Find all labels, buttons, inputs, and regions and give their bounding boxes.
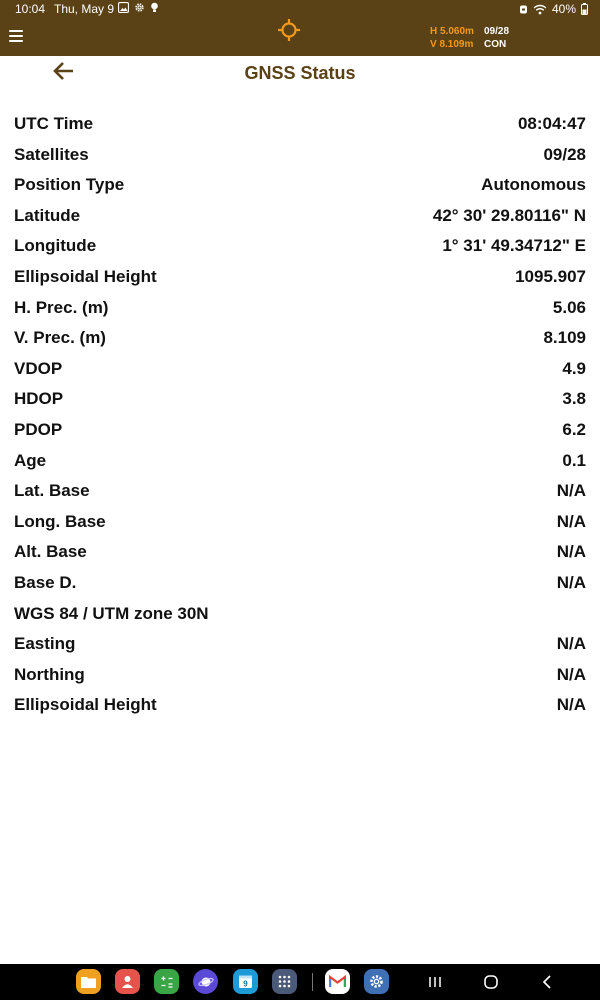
row-value: 1095.907 <box>515 266 586 286</box>
row-northing <box>0 659 600 690</box>
row-value: 09/28 <box>543 144 586 164</box>
row-label: Longitude <box>14 236 97 256</box>
row-label: V. Prec. (m) <box>14 328 106 348</box>
apps-grid-icon[interactable] <box>272 969 297 994</box>
system-status <box>519 2 588 16</box>
internet-app-icon[interactable] <box>193 969 218 994</box>
row-label: Satellites <box>14 144 89 164</box>
status-date: Thu, May 9 <box>54 2 115 16</box>
settings-notification-icon <box>134 2 145 13</box>
row-latitude <box>0 200 600 231</box>
gnss-target-icon[interactable] <box>277 18 301 42</box>
row-base-distance <box>0 567 600 598</box>
row-label: Easting <box>14 634 76 654</box>
row-position-type <box>0 169 600 200</box>
row-label: Long. Base <box>14 511 106 531</box>
row-utm-ellipsoidal-height <box>0 689 600 720</box>
row-value: N/A <box>556 634 586 654</box>
satellite-count-readout: 09/28 <box>484 26 510 37</box>
row-label: Latitude <box>14 205 81 225</box>
row-value: N/A <box>556 511 586 531</box>
app-bar <box>0 0 600 56</box>
notification-icons <box>118 2 159 13</box>
row-crs-heading <box>0 598 600 629</box>
row-vdop <box>0 353 600 384</box>
row-long-base <box>0 506 600 537</box>
calculator-app-icon[interactable] <box>154 969 179 994</box>
row-lat-base <box>0 475 600 506</box>
row-label: HDOP <box>14 389 64 409</box>
back-icon[interactable] <box>538 972 558 992</box>
row-value: Autonomous <box>481 175 586 195</box>
battery-icon <box>581 3 588 15</box>
alarm-icon <box>519 4 528 15</box>
row-label: Northing <box>14 664 85 684</box>
row-value: N/A <box>556 664 586 684</box>
connection-status: CON <box>484 39 507 50</box>
v-precision-readout: V 8.109m <box>430 39 474 50</box>
row-hdop <box>0 383 600 414</box>
row-satellites <box>0 139 600 170</box>
row-label: Position Type <box>14 175 125 195</box>
row-value: 4.9 <box>562 358 586 378</box>
h-precision-readout: H 5.060m <box>430 26 474 37</box>
row-longitude <box>0 230 600 261</box>
calendar-app-icon[interactable] <box>233 969 258 994</box>
row-label: Age <box>14 450 47 470</box>
row-label: Alt. Base <box>14 542 87 562</box>
settings-app-icon[interactable] <box>364 969 389 994</box>
bulb-notification-icon <box>150 2 159 13</box>
row-label: VDOP <box>14 358 63 378</box>
system-navigation-bar <box>0 964 600 1000</box>
row-value: 0.1 <box>562 450 586 470</box>
wifi-icon <box>533 4 547 15</box>
dock-divider <box>312 973 313 991</box>
row-value: 08:04:47 <box>517 114 586 133</box>
row-value: 6.2 <box>562 419 586 439</box>
contacts-app-icon[interactable] <box>115 969 140 994</box>
gnss-status-list <box>0 108 600 720</box>
row-value: N/A <box>556 542 586 562</box>
row-value: 5.06 <box>552 297 586 317</box>
row-v-prec <box>0 322 600 353</box>
row-value: 3.8 <box>562 389 586 409</box>
row-alt-base <box>0 536 600 567</box>
section-heading: WGS 84 / UTM zone 30N <box>14 603 209 623</box>
row-value: N/A <box>556 481 586 501</box>
row-label: Base D. <box>14 572 77 592</box>
row-value: N/A <box>556 572 586 592</box>
svg-text:9: 9 <box>243 979 248 989</box>
page-title: GNSS Status <box>244 63 356 83</box>
status-bar <box>0 0 600 18</box>
status-time: 10:04 <box>15 2 46 16</box>
row-age <box>0 445 600 476</box>
row-label: Ellipsoidal Height <box>14 695 157 715</box>
row-label: UTC Time <box>14 114 94 133</box>
row-label: Lat. Base <box>14 481 90 501</box>
row-value: 1° 31' 49.34712" E <box>442 236 586 256</box>
menu-button[interactable] <box>9 30 25 44</box>
row-value: 42° 30' 29.80116" N <box>432 205 586 225</box>
battery-level: 40% <box>551 2 576 16</box>
gmail-app-icon[interactable] <box>325 969 350 994</box>
row-easting <box>0 628 600 659</box>
row-label: PDOP <box>14 419 63 439</box>
recent-apps-icon[interactable] <box>425 972 445 992</box>
gallery-notification-icon <box>118 2 129 13</box>
row-ellipsoidal-height <box>0 261 600 292</box>
row-label: Ellipsoidal Height <box>14 266 157 286</box>
row-value: 8.109 <box>543 328 586 348</box>
precision-summary[interactable] <box>430 25 509 51</box>
row-h-prec <box>0 292 600 323</box>
row-utc-time <box>0 108 600 139</box>
files-app-icon[interactable] <box>76 969 101 994</box>
row-pdop <box>0 414 600 445</box>
row-label: H. Prec. (m) <box>14 297 109 317</box>
row-value: N/A <box>556 695 586 715</box>
home-icon[interactable] <box>481 972 501 992</box>
